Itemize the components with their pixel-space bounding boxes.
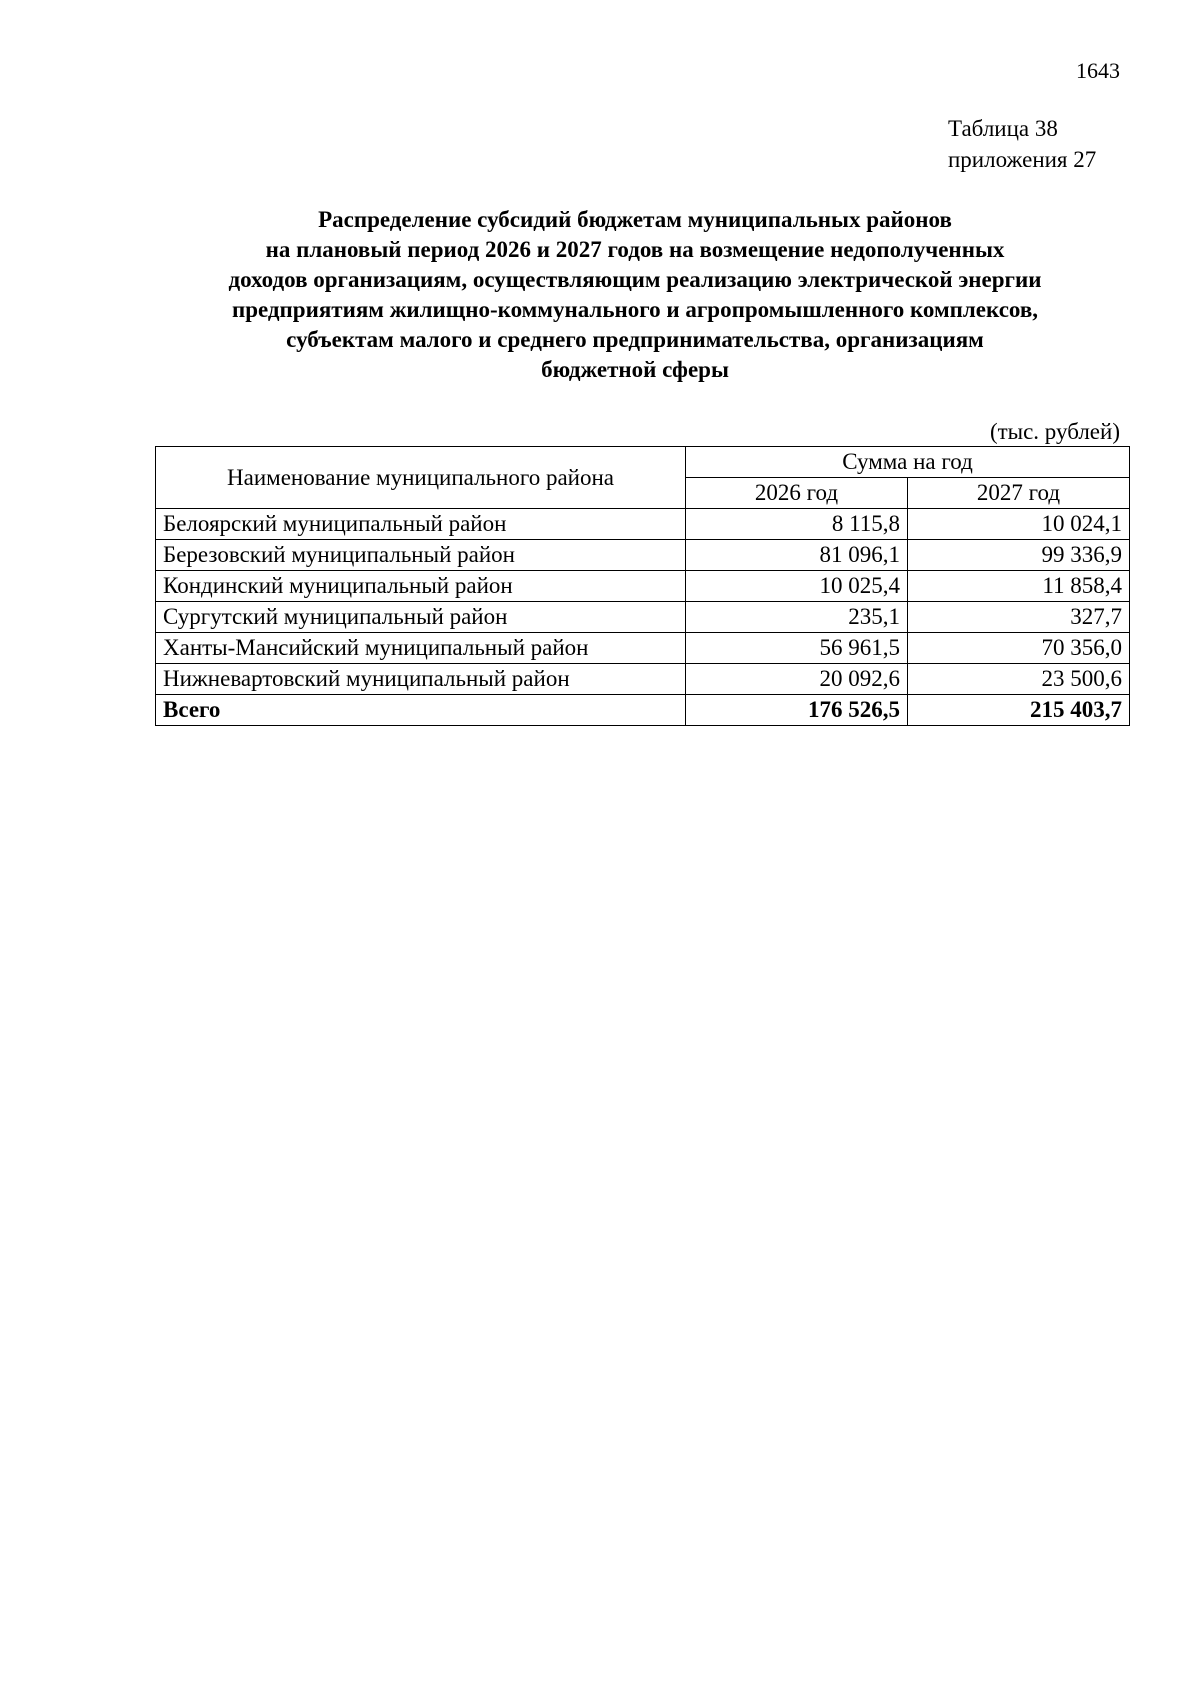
title-line: предприятиям жилищно-коммунального и агропромышленного комплексов,	[231, 297, 1039, 322]
total-2027: 215 403,7	[908, 695, 1130, 726]
units-label: (тыс. рублей)	[989, 419, 1120, 444]
amount-2026: 20 092,6	[686, 664, 908, 695]
district-name: Ханты-Мансийский муниципальный район	[156, 633, 686, 664]
amount-2027: 11 858,4	[908, 571, 1130, 602]
table-row	[156, 540, 1130, 571]
amount-2026: 8 115,8	[686, 509, 908, 540]
title-line: Распределение субсидий бюджетам муниципальных районов	[318, 207, 952, 232]
header-district-name: Наименование муниципального района	[156, 447, 686, 509]
district-name: Нижневартовский муниципальный район	[156, 664, 686, 695]
amount-2026: 235,1	[686, 602, 908, 633]
header-amount-per-year: Сумма на год	[686, 447, 1130, 478]
amount-2026: 56 961,5	[686, 633, 908, 664]
title-line: на плановый период 2026 и 2027 годов на возмещение недополученных	[265, 237, 1005, 262]
amount-2026: 10 025,4	[686, 571, 908, 602]
table-row	[156, 664, 1130, 695]
title-line: субъектам малого и среднего предпринимательства, организациям	[286, 327, 984, 352]
table-row	[156, 633, 1130, 664]
amount-2027: 10 024,1	[908, 509, 1130, 540]
district-name: Березовский муниципальный район	[156, 540, 686, 571]
amount-2026: 81 096,1	[686, 540, 908, 571]
total-2026: 176 526,5	[686, 695, 908, 726]
title-line: доходов организациям, осуществляющим реализацию электрической энергии	[228, 267, 1042, 292]
table-header-row	[156, 447, 1130, 478]
table-row	[156, 509, 1130, 540]
subsidy-table	[155, 446, 1130, 726]
title-line: бюджетной сферы	[541, 357, 729, 382]
table-reference-line: приложения 27	[948, 147, 1097, 172]
table-reference	[948, 113, 1096, 175]
district-name: Белоярский муниципальный район	[156, 509, 686, 540]
total-label: Всего	[156, 695, 686, 726]
district-name: Кондинский муниципальный район	[156, 571, 686, 602]
amount-2027: 327,7	[908, 602, 1130, 633]
table-reference-line: Таблица 38	[948, 116, 1058, 141]
amount-2027: 23 500,6	[908, 664, 1130, 695]
table-row	[156, 571, 1130, 602]
table-row	[156, 602, 1130, 633]
amount-2027: 70 356,0	[908, 633, 1130, 664]
amount-2027: 99 336,9	[908, 540, 1130, 571]
page-number: 1643	[1076, 58, 1120, 83]
district-name: Сургутский муниципальный район	[156, 602, 686, 633]
header-year-2027: 2027 год	[908, 478, 1130, 509]
table-total-row	[156, 695, 1130, 726]
header-year-2026: 2026 год	[686, 478, 908, 509]
document-title	[140, 205, 1130, 385]
